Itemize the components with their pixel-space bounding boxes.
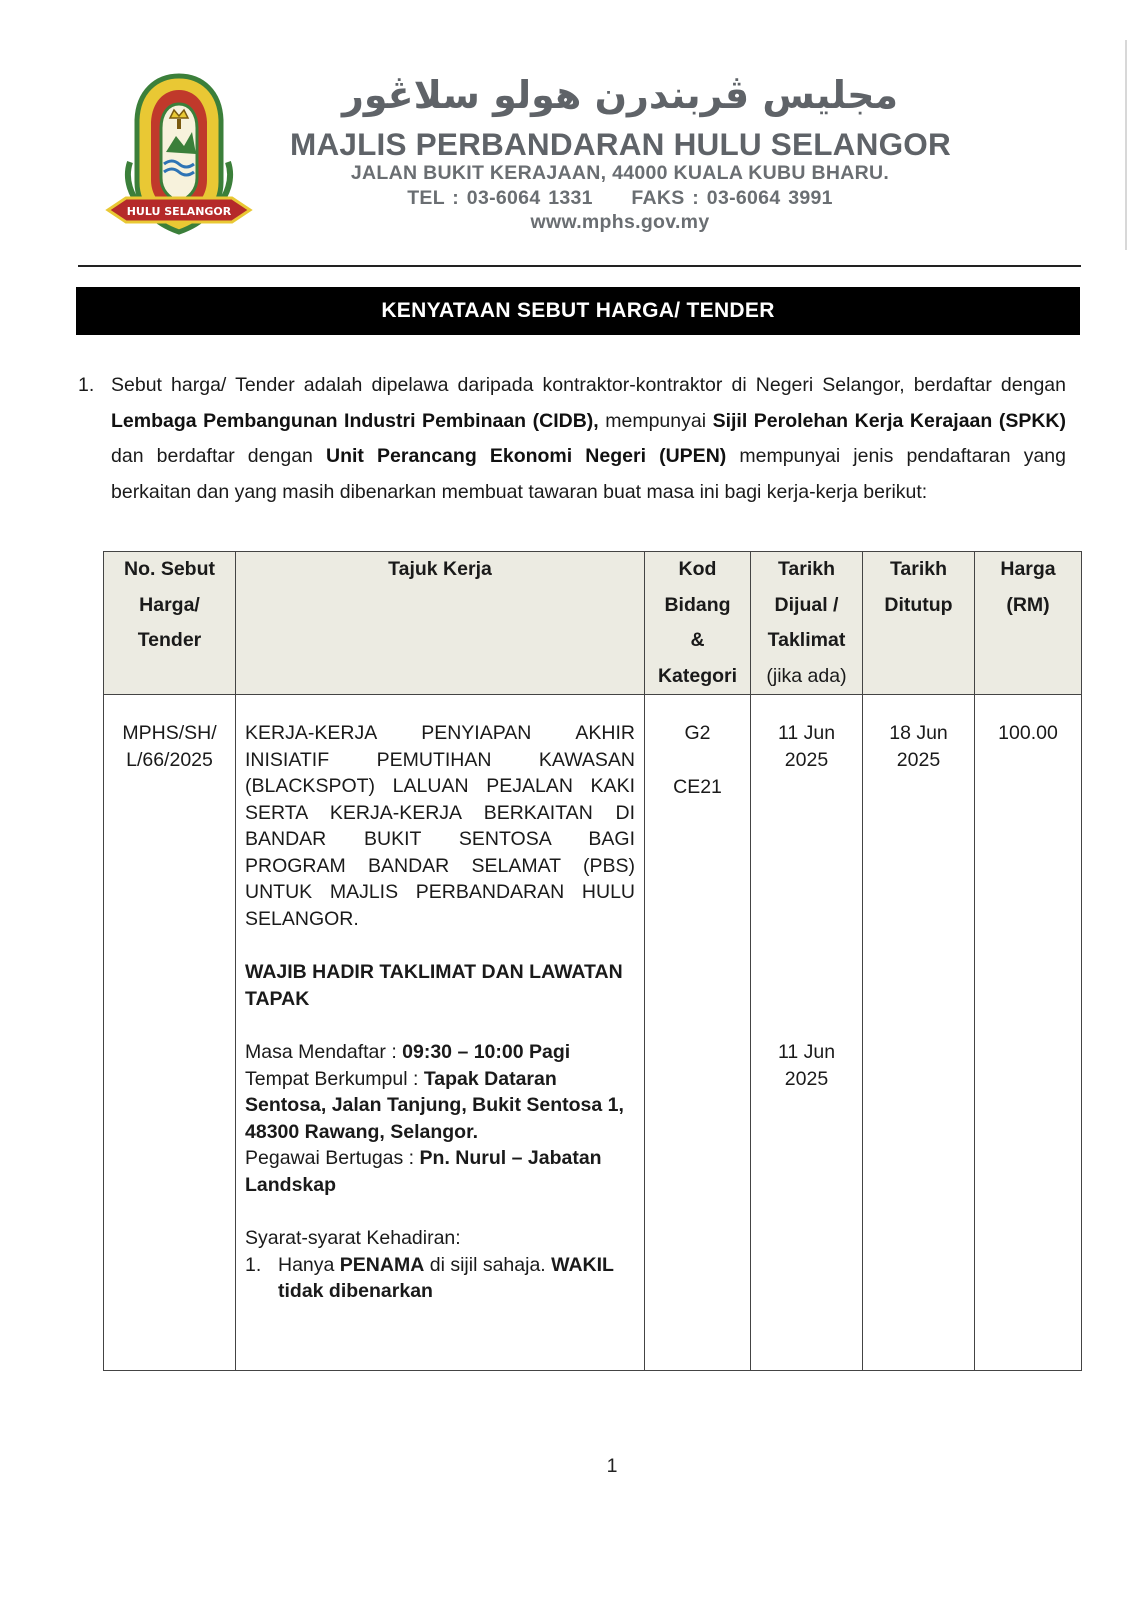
council-crest-logo — [104, 70, 254, 238]
telephone: TEL : 03-6064 1331 — [407, 187, 593, 209]
price: 100.00 — [975, 695, 1082, 1371]
field-code: G2 — [684, 722, 711, 744]
meeting-venue: Tempat Berkumpul : Tapak Dataran Sentosa, Jalan Tanjung, Bukit Sentosa 1, 48300 Rawang, Selangor. — [245, 1067, 624, 1143]
intro-paragraph — [78, 368, 1066, 510]
council-name-jawi: مجليس ڤربندرن هولو سلاڠور — [341, 73, 899, 117]
list-item: 1. Hanya PENAMA di sijil sahaja. WAKIL tidak dibenarkan — [245, 1253, 614, 1302]
council-name: MAJLIS PERBANDARAN HULU SELANGOR — [290, 126, 951, 162]
briefing-heading: WAJIB HADIR TAKLIMAT DAN LAWATAN TAPAK — [245, 961, 623, 1010]
officer-in-charge: Pegawai Bertugas : Pn. Nurul – Jabatan Landskap — [245, 1147, 602, 1196]
page-number: 1 — [606, 1455, 618, 1477]
fax: FAKS : 03-6064 3991 — [631, 187, 833, 209]
briefing-details — [245, 1039, 635, 1198]
sale-date-cell — [751, 695, 863, 1371]
scan-edge — [1125, 40, 1127, 250]
closing-date: 18 Jun 2025 — [863, 695, 975, 1371]
council-contact — [290, 187, 950, 210]
field-code-cell — [645, 695, 751, 1371]
briefing-date: 11 Jun 2025 — [777, 1041, 836, 1090]
header-price: Harga (RM) — [975, 552, 1082, 695]
header-field-code: Kod Bidang & Kategori — [645, 552, 751, 695]
attendance-conditions — [245, 1225, 635, 1305]
notice-title: KENYATAAN SEBUT HARGA/ TENDER — [76, 287, 1080, 335]
tender-table — [103, 551, 1082, 1371]
category-code: CE21 — [673, 775, 722, 798]
header-work-title: Tajuk Kerja — [236, 552, 645, 695]
header-tender-no: No. Sebut Harga/ Tender — [104, 552, 236, 695]
sale-date: 11 Jun 2025 — [777, 722, 836, 771]
table-row — [104, 695, 1082, 1371]
conditions-heading: Syarat-syarat Kehadiran: — [245, 1227, 461, 1249]
council-website: www.mphs.gov.my — [530, 211, 710, 233]
paragraph-number: 1. — [78, 374, 95, 396]
registration-time: Masa Mendaftar : 09:30 – 10:00 Pagi — [245, 1041, 571, 1063]
header-closing-date: Tarikh Ditutup — [863, 552, 975, 695]
tender-number: MPHS/SH/ L/66/2025 — [104, 695, 236, 1371]
council-address: JALAN BUKIT KERAJAAN, 44000 KUALA KUBU BHARU. — [350, 162, 890, 184]
header-sale-date: Tarikh Dijual / Taklimat (jika ada) — [751, 552, 863, 695]
table-header-row — [104, 552, 1082, 695]
svg-text:HULU SELANGOR: HULU SELANGOR — [126, 205, 232, 218]
work-title: KERJA-KERJA PENYIAPAN AKHIR INISIATIF PEMUTIHAN KAWASAN (BLACKSPOT) LALUAN PEJALAN KAKI SERTA KERJA-KERJA BERKAITAN DI BANDAR BUKIT SENTOSA BAGI PROGRAM BANDAR SELAMAT (PBS) UNTUK MAJLIS PERBANDARAN HULU SELANGOR. — [245, 722, 635, 930]
work-title-cell — [236, 695, 645, 1371]
paragraph-text: Sebut harga/ Tender adalah dipelawa daripada kontraktor-kontraktor di Negeri Selangor, berdaftar dengan Lembaga Pembangunan Industri Pembinaan (CIDB), mempunyai Sijil Perolehan Kerja Kerajaan (SPKK) dan berdaftar dengan Unit Perancang Ekonomi Negeri (UPEN) mempunyai jenis pendaftaran yang berkaitan dan yang masih dibenarkan membuat tawaran buat masa ini bagi kerja-kerja berikut: — [111, 374, 1066, 503]
letterhead-divider — [78, 265, 1081, 267]
